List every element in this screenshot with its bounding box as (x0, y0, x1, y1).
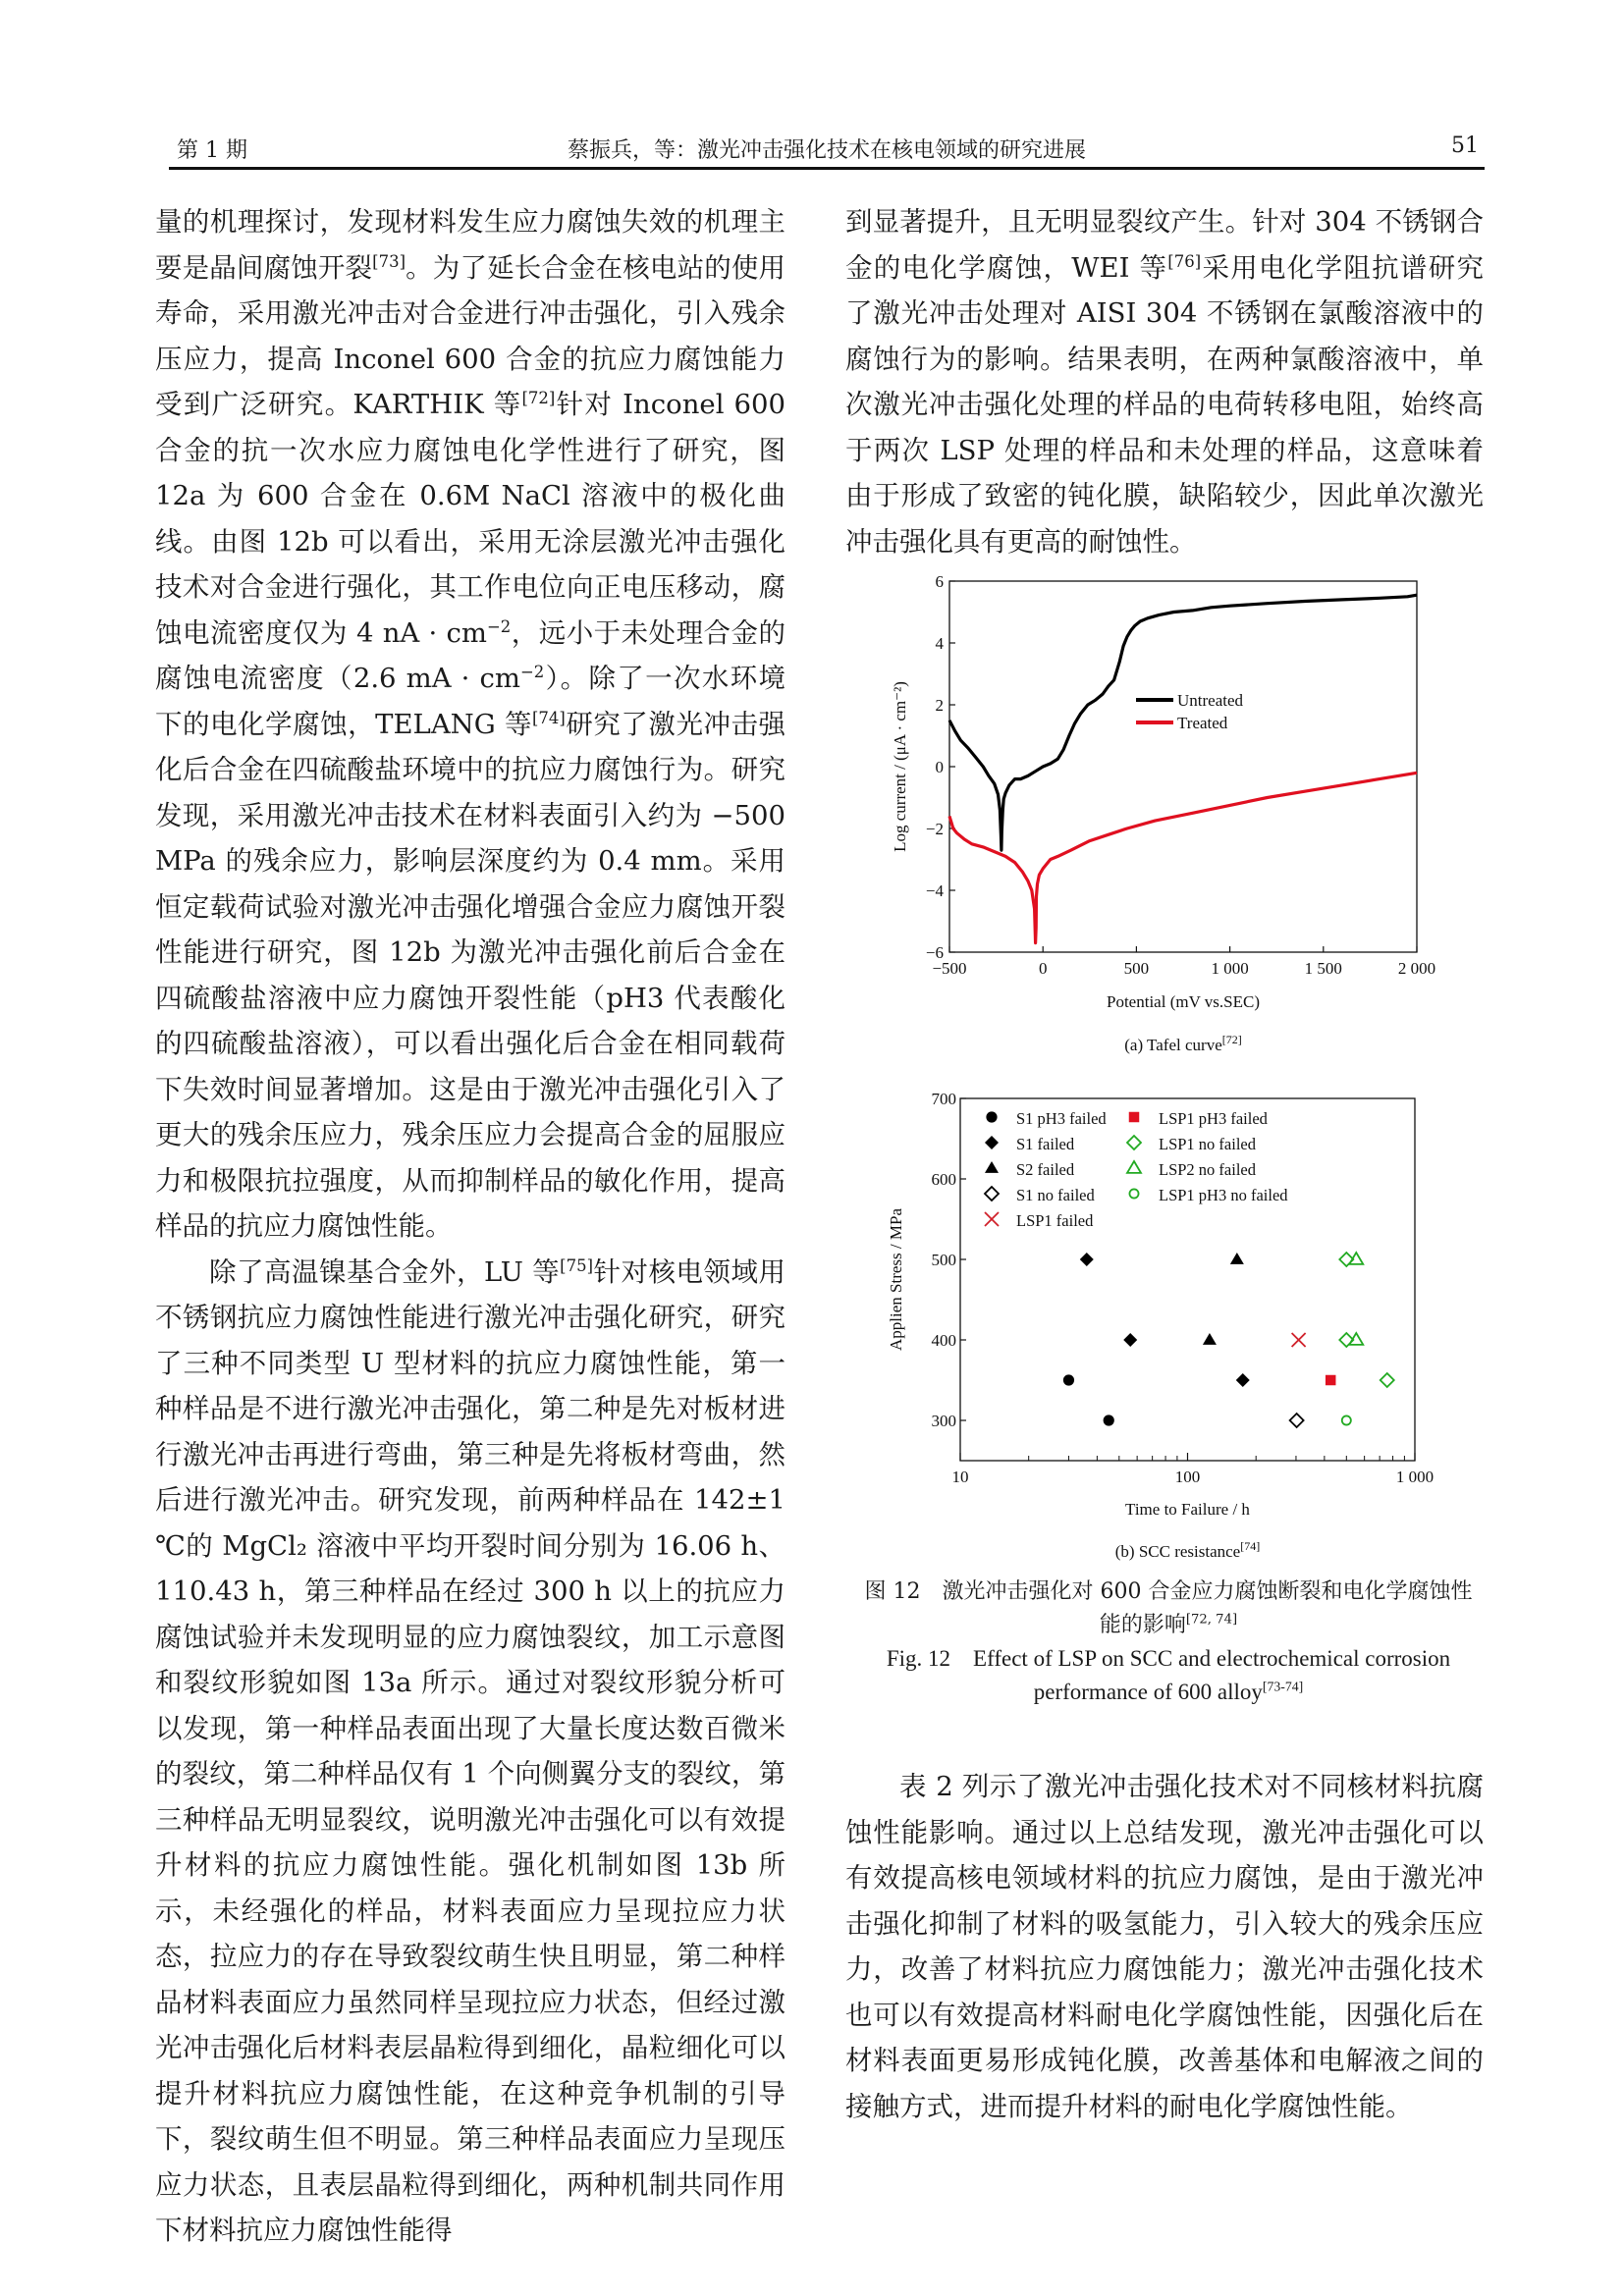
x-tick-label: 1 000 (1211, 959, 1249, 978)
subfigure-caption-text: (b) SCC resistance (1114, 1542, 1241, 1561)
running-title: 蔡振兵，等：激光冲击强化技术在核电领域的研究进展 (567, 138, 1086, 163)
y-tick-label: 300 (931, 1412, 956, 1430)
square-filled-marker (1129, 1112, 1140, 1123)
circle-open-marker (1129, 1189, 1138, 1198)
scc-chart (864, 1085, 1473, 1575)
circle-filled-marker (986, 1111, 997, 1122)
citation-superscript: [73] (372, 251, 406, 271)
diamond-open-marker (985, 1187, 999, 1201)
data-point-s1-failed (1236, 1373, 1250, 1387)
y-tick-label: 700 (931, 1090, 956, 1108)
y-tick-label: −6 (925, 943, 944, 962)
triangle-filled-marker (985, 1161, 999, 1173)
text-run: ）。除了一次水环境下的电化学腐蚀，TELANG 等 (155, 663, 785, 740)
data-point-s1-ph3-failed (1063, 1374, 1074, 1385)
x-tick-label: −500 (932, 959, 967, 978)
plot-frame (949, 581, 1417, 952)
body-paragraph (155, 1250, 785, 2254)
y-axis-label: Applien Stress / MPa (887, 1208, 905, 1351)
citation-superscript: [72] (521, 388, 556, 407)
text-run: 针对 Inconel 600 合金的抗一次水应力腐蚀电化学性进行了研究，图 12a 为 600 合金在 0.6M NaCl 溶液中的极化曲线。由图 12b 可以看出，采用无涂层激光冲击强化技术对合金进行强化，其工作电位向正电压移动，腐蚀电流密度仅为 4 nA · cm (155, 389, 786, 649)
text-run: 量的机理探讨，发现材料发生应力腐蚀失效的机理主要是晶间腐蚀开裂 (155, 206, 785, 284)
page-number: 51 (1451, 133, 1479, 158)
legend-label: Treated (1177, 714, 1228, 732)
x-tick-label: 1 000 (1395, 1468, 1435, 1486)
citation-superscript: [76] (1167, 251, 1202, 271)
series-line-treated (949, 773, 1417, 942)
citation-superscript: [75] (560, 1255, 594, 1275)
left-column-body (155, 199, 785, 2254)
data-point-s1-failed (1123, 1333, 1137, 1347)
y-tick-label: 400 (931, 1331, 956, 1350)
data-point-s1-failed (1080, 1253, 1094, 1266)
text-run: 除了高温镍基合金外，LU 等 (209, 1255, 561, 1288)
x-tick-label: 1 500 (1304, 959, 1342, 978)
diamond-open-marker (1127, 1136, 1141, 1149)
body-paragraph (155, 199, 785, 1250)
legend-label: Untreated (1177, 691, 1244, 710)
text-run: 研究了激光冲击强化后合金在四硫酸盐环境中的抗应力腐蚀行为。研究发现，采用激光冲击技术在材料表面引入约为 −500 MPa 的残余应力，影响层深度约为 0.4 mm。采用恒定载荷试验对激光冲击强化增强合金应力腐蚀开裂性能进行研究，图 12b 为激光冲击强化前后合金在四硫酸盐溶液中应力腐蚀开裂性能（pH3 代表酸化的四硫酸盐溶液），可以看出强化后合金在相同载荷下失效时间显著增加。这是由于激光冲击强化引入了更大的残余压应力，残余压应力会提高合金的屈服应力和极限抗拉强度，从而抑制样品的敏化作用，提高样品的抗应力腐蚀性能。 (155, 708, 785, 1242)
text-run: ，远小于未处理合金的腐蚀电流密度（2.6 mA · cm (155, 616, 785, 694)
x-tick-label: 10 (951, 1468, 969, 1486)
data-point-lsp1-ph3-no-failed (1342, 1415, 1351, 1424)
text-run: 针对核电领域用不锈钢抗应力腐蚀性能进行激光冲击强化研究，研究了三种不同类型 U 型材料的抗应力腐蚀性能，第一种样品是不进行激光冲击强化，第二种是先对板材进行激光冲击再进行弯曲，第三种是先将板材弯曲，然后进行激光冲击。研究发现，前两种样品在 142±1 ℃的 MgCl₂ 溶液中平均开裂时间分别为 16.06 h、110.43 h，第三种样品在经过 300 h 以上的抗应力腐蚀试验并未发现明显的应力腐蚀裂纹，加工示意图和裂纹形貌如图 13a 所示。通过对裂纹形貌分析可以发现，第一种样品表面出现了大量长度达数百微米的裂纹，第二种样品仅有 1 个向侧翼分支的裂纹，第三种样品无明显裂纹，说明激光冲击强化可以有效提升材料的抗应力腐蚀性能。强化机制如图 13b 所示，未经强化的样品，材料表面应力呈现拉应力状态，拉应力的存在导致裂纹萌生快且明显，第二种样品材料表面应力虽然同样呈现拉应力状态，但经过激光冲击强化后材料表层晶粒得到细化，晶粒细化可以提升材料抗应力腐蚀性能，在这种竞争机制的引导下，裂纹萌生但不明显。第三种样品表面应力呈现压应力状态，且表层晶粒得到细化，两种机制共同作用下材料抗应力腐蚀性能得 (155, 1255, 785, 2246)
y-tick-label: 0 (935, 758, 944, 776)
y-tick-label: 4 (935, 634, 944, 653)
tafel-chart (864, 564, 1473, 1065)
data-point-s2-failed (1203, 1333, 1217, 1345)
text-run: 到显著提升，且无明显裂纹产生。针对 304 不锈钢合金的电化学腐蚀，WEI 等 (845, 206, 1484, 284)
data-point-lsp1-ph3-failed (1326, 1375, 1336, 1386)
legend-label: LSP1 failed (1016, 1211, 1094, 1230)
figure-caption (864, 1575, 1473, 1709)
figure-caption-cn: 图 12 激光冲击强化对 600 合金应力腐蚀断裂和电化学腐蚀性能的影响[72, 74] (864, 1579, 1473, 1637)
text-run: 表 2 列示了激光冲击强化技术对不同核材料抗腐蚀性能影响。通过以上总结发现，激光冲击强化可以有效提高核电领域材料的抗应力腐蚀，是由于激光冲击强化抑制了材料的吸氢能力，引入较大的残余压应力，改善了材料抗应力腐蚀能力；激光冲击强化技术也可以有效提高材料耐电化学腐蚀性能，因强化后在材料表面更易形成钝化膜，改善基体和电解液之间的接触方式，进而提升材料的耐电化学腐蚀性能。 (845, 1771, 1484, 2122)
x-tick-label: 500 (1123, 959, 1150, 978)
figure-caption-en: Fig. 12 Effect of LSP on SCC and electrochemical corrosion performance of 600 alloy[73-74] (886, 1646, 1451, 1704)
data-point-lsp1-no-failed (1380, 1373, 1394, 1387)
x-axis-label: Potential (mV vs.SEC) (1107, 992, 1260, 1011)
text-run: 采用电化学阻抗谱研究了激光冲击处理对 AISI 304 不锈钢在氯酸溶液中的腐蚀行为的影响。结果表明，在两种氯酸溶液中，单次激光冲击强化处理的样品的电荷转移电阻，始终高于两次 LSP 处理的样品和未处理的样品，这意味着由于形成了致密的钝化膜，缺陷较少，因此单次激光冲击强化具有更高的耐蚀性。 (845, 251, 1484, 558)
legend-label: S1 no failed (1016, 1186, 1095, 1204)
subfigure-caption-ref: [74] (1240, 1539, 1261, 1553)
right-column-body-bottom (845, 1764, 1484, 2129)
y-tick-label: 600 (931, 1170, 956, 1189)
text-run: 。为了延长合金在核电站的使用寿命，采用激光冲击对合金进行冲击强化，引入残余压应力，提高 Inconel 600 合金的抗应力腐蚀能力受到广泛研究。KARTHIK 等 (155, 251, 786, 420)
diamond-filled-marker (985, 1136, 999, 1149)
citation-superscript: −2 (486, 616, 512, 636)
legend-label: LSP2 no failed (1159, 1160, 1256, 1179)
x-axis-label: Time to Failure / h (1125, 1500, 1250, 1519)
legend-label: LSP1 pH3 no failed (1159, 1186, 1288, 1204)
legend-label: S1 pH3 failed (1016, 1109, 1107, 1128)
x-tick-label: 2 000 (1397, 959, 1436, 978)
y-tick-label: −4 (925, 881, 944, 900)
subfigure-caption (1115, 1539, 1260, 1561)
y-tick-label: 2 (935, 696, 944, 715)
legend-label: LSP1 pH3 failed (1159, 1109, 1268, 1128)
data-point-s2-failed (1230, 1253, 1244, 1264)
citation-superscript: [74] (531, 708, 566, 727)
running-header (169, 130, 1485, 170)
triangle-open-marker (1127, 1161, 1141, 1173)
body-paragraph (845, 1764, 1484, 2129)
subfigure-caption (1124, 1033, 1242, 1054)
data-point-s1-ph3-failed (1104, 1415, 1114, 1425)
issue-number: 第 1 期 (177, 138, 247, 163)
scc-chart-svg (864, 1085, 1473, 1575)
x-marker (985, 1212, 999, 1226)
y-tick-label: 500 (931, 1251, 956, 1269)
legend-label: S1 failed (1016, 1135, 1075, 1153)
right-column-body-top (845, 199, 1484, 564)
y-axis-label: Log current / (μA · cm⁻²) (891, 681, 909, 852)
legend-label: S2 failed (1016, 1160, 1075, 1179)
legend-label: LSP1 no failed (1159, 1135, 1256, 1153)
subfigure-caption-text: (a) Tafel curve (1124, 1036, 1222, 1054)
citation-superscript: −2 (519, 662, 545, 681)
y-tick-label: 6 (935, 572, 944, 591)
y-tick-label: −2 (925, 820, 944, 838)
tafel-chart-svg (864, 564, 1473, 1065)
body-paragraph (845, 199, 1484, 564)
x-tick-label: 100 (1174, 1468, 1201, 1486)
data-point-s1-no-failed (1290, 1414, 1304, 1427)
subfigure-caption-ref: [72] (1221, 1033, 1242, 1046)
data-point-lsp1-failed (1292, 1333, 1306, 1347)
x-tick-label: 0 (1038, 959, 1048, 978)
